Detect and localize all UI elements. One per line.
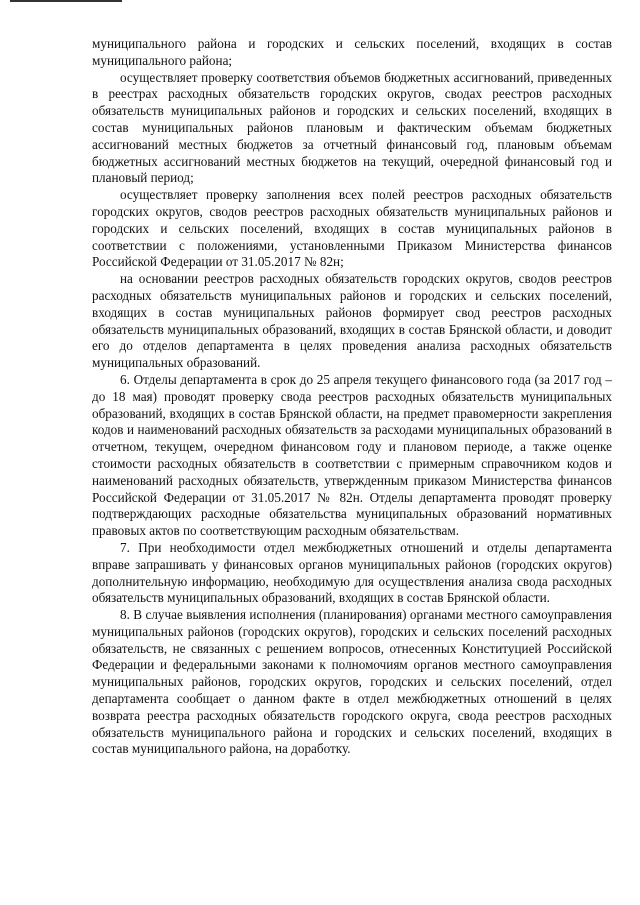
top-edge-rule (10, 0, 122, 2)
paragraph-item-8: 8. В случае выявления исполнения (планирования) органами местного самоуправления муниципальных районов (городских округов), городских и сельских поселений расходных обязательств, не связанных с решением вопросов, отнесенных Конституцией Российской Федерации и федеральными законами к полномочиям органов местного самоуправления муниципальных районов, городских округов, городских и сельских поселений, отдел департамента сообщает о данном факте в отдел межбюджетных отношений в целях возврата реестра расходных обязательств городского округа, свода реестров расходных обязательств муниципального района и городских и сельских поселений, входящих в состав муниципального района, на доработку. (92, 607, 612, 757)
paragraph-check-fields: осуществляет проверку заполнения всех полей реестров расходных обязательств городских округов, сводов реестров расходных обязательств муниципальных районов и городских и сельских поселений, входящих в состав муниципальных районов в соответствии с положениями, установленными Приказом Министерства финансов Российской Федерации от 31.05.2017 № 82н; (92, 187, 612, 270)
paragraph-item-6: 6. Отделы департамента в срок до 25 апреля текущего финансового года (за 2017 год – до 18 мая) проводят проверку свода реестров расходных обязательств муниципальных образований, входящих в состав Брянской области, на предмет правомерности закрепления кодов и наименований расходных обязательств за расходами муниципальных образований в отчетном, текущем, очередном финансовом году и плановом периоде, а также оценке стоимости расходных обязательств в соответствии с примерным справочником кодов и наименований расходных обязательств, утвержденным приказом Министерства финансов Российской Федерации от 31.05.2017 № 82н. Отделы департамента проводят проверку подтверждающих расходные обязательства муниципальных образований нормативных правовых актов по соответствующим расходным обязательствам. (92, 371, 612, 539)
paragraph-form-summary: на основании реестров расходных обязательств городских округов, сводов реестров расходных обязательств муниципальных районов и городских и сельских поселений, входящих в состав муниципальных районов формирует свод реестров расходных обязательств муниципальных образований, входящих в состав Брянской области, и доводит его до отделов департамента в целях проведения анализа расходных обязательств муниципальных образований. (92, 271, 612, 371)
document-page (92, 36, 612, 758)
paragraph-continuation: муниципального района и городских и сельских поселений, входящих в состав муниципального района; (92, 36, 612, 68)
paragraph-check-volumes: осуществляет проверку соответствия объемов бюджетных ассигнований, приведенных в реестрах расходных обязательств городских округов, сводах реестров расходных обязательств муниципальных районов и городских и сельских поселений, входящих в состав муниципальных районов плановым и фактическим объемам бюджетных ассигнований местных бюджетов за отчетный финансовый год, плановым объемам бюджетных ассигнований местных бюджетов на текущий, очередной финансовый год и плановый период; (92, 69, 612, 186)
paragraph-item-7: 7. При необходимости отдел межбюджетных отношений и отделы департамента вправе запрашивать у финансовых органов муниципальных районов (городских округов) дополнительную информацию, необходимую для осуществления анализа свода расходных обязательств муниципальных образований, входящих в состав Брянской области. (92, 539, 612, 606)
